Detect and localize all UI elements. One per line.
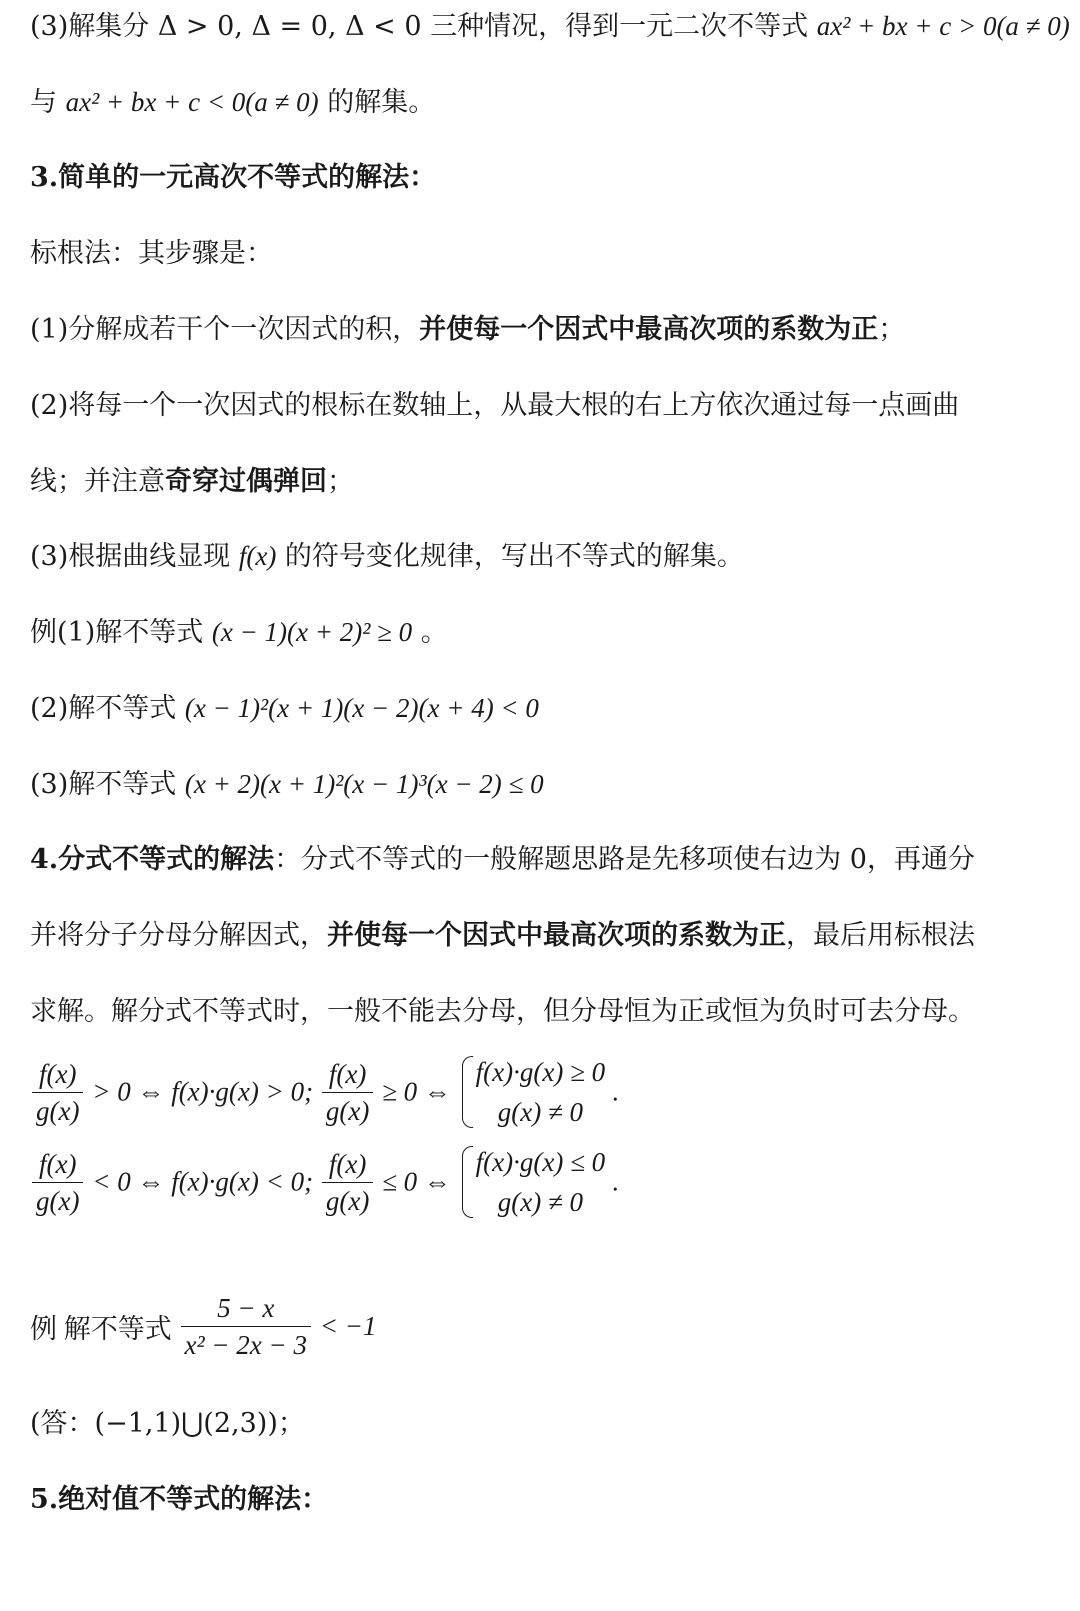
numerator: f(x) bbox=[322, 1146, 373, 1183]
text-segment: (1)分解成若干个一次因式的积， bbox=[30, 314, 420, 345]
text-segment: 例(1)解不等式 bbox=[30, 617, 204, 648]
numerator: 5 − x bbox=[181, 1290, 312, 1327]
denominator: x² − 2x − 3 bbox=[184, 1330, 308, 1360]
fraction-equivalence-1 bbox=[30, 1052, 619, 1132]
text-segment: ； bbox=[327, 466, 354, 497]
text-segment: ； bbox=[878, 314, 906, 345]
example-1-line bbox=[30, 614, 448, 651]
text-segment: (3)根据曲线显现 bbox=[30, 541, 231, 572]
fraction-f-over-g bbox=[322, 1056, 373, 1129]
step-1-line bbox=[30, 312, 905, 348]
step-2-line: (2)将每一个一次因式的根标在数轴上，从最大根的右上方依次通过每一点画曲 bbox=[30, 390, 960, 421]
text-segment: (3)解不等式 bbox=[30, 769, 177, 800]
text-segment: 与 bbox=[30, 87, 57, 118]
section-4-heading-line bbox=[30, 842, 975, 878]
text-segment: 并将分子分母分解因式， bbox=[30, 920, 327, 951]
math-inequality: ax² + bx + c < 0(a ≠ 0) bbox=[65, 87, 319, 117]
emphasis-text: 并使每一个因式中最高次项的系数为正 bbox=[419, 314, 879, 345]
text-segment: 。 bbox=[420, 617, 448, 648]
text-segment: (3)解集分 Δ > 0, Δ = 0, Δ < 0 三种情况，得到一元二次不等式 bbox=[30, 11, 809, 42]
case-condition: g(x) ≠ 0 bbox=[497, 1097, 584, 1127]
fraction-f-over-g bbox=[32, 1146, 83, 1219]
numerator: f(x) bbox=[32, 1146, 83, 1183]
period: . bbox=[611, 1166, 619, 1197]
text-segment: 的符号变化规律，写出不等式的解集。 bbox=[284, 541, 744, 572]
text-segment: 线；并注意 bbox=[30, 466, 165, 497]
solution-set-line-2 bbox=[30, 84, 435, 121]
math-inequality: (x − 1)(x + 2)² ≥ 0 bbox=[211, 617, 413, 647]
section-4-heading: 4.分式不等式的解法 bbox=[30, 844, 275, 875]
fraction-method-line-3: 求解。解分式不等式时，一般不能去分母，但分母恒为正或恒为负时可去分母。 bbox=[30, 996, 975, 1027]
example-fraction-inequality bbox=[30, 1290, 376, 1363]
case-condition: f(x)·g(x) ≤ 0 bbox=[475, 1147, 606, 1177]
section-3-heading: 3.简单的一元高次不等式的解法： bbox=[30, 162, 437, 193]
math-function: f(x) bbox=[238, 541, 277, 571]
example-2-line bbox=[30, 690, 539, 727]
text-segment: 例 解不等式 bbox=[30, 1314, 172, 1344]
emphasis-text: 奇穿过偶弹回 bbox=[165, 466, 327, 497]
root-marking-intro: 标根法：其步骤是： bbox=[30, 238, 273, 269]
numerator: f(x) bbox=[32, 1056, 83, 1093]
solution-set-cases-line bbox=[30, 8, 1070, 45]
math-inequality: ax² + bx + c > 0(a ≠ 0) bbox=[816, 11, 1070, 41]
case-condition: g(x) ≠ 0 bbox=[497, 1187, 584, 1217]
text-segment: ，最后用标根法 bbox=[786, 920, 975, 951]
case-system bbox=[458, 1142, 606, 1222]
denominator: g(x) bbox=[325, 1185, 370, 1216]
fraction-f-over-g bbox=[322, 1146, 373, 1219]
fraction-example bbox=[181, 1290, 312, 1363]
math-inequality: (x − 1)²(x + 1)(x − 2)(x + 4) < 0 bbox=[184, 693, 539, 723]
text-segment: ：分式不等式的一般解题思路是先移项使右边为 0，再通分 bbox=[274, 844, 975, 875]
example-3-line bbox=[30, 766, 544, 803]
equivalence-symbol: ≥ 0 ⇔ bbox=[382, 1076, 451, 1107]
case-condition: f(x)·g(x) ≥ 0 bbox=[475, 1057, 606, 1087]
emphasis-text: 并使每一个因式中最高次项的系数为正 bbox=[327, 920, 786, 951]
math-inequality: (x + 2)(x + 1)²(x − 1)³(x − 2) ≤ 0 bbox=[184, 769, 544, 799]
numerator: f(x) bbox=[322, 1056, 373, 1093]
answer-line: (答：(−1,1)⋃(2,3))； bbox=[30, 1408, 305, 1439]
fraction-method-line-2 bbox=[30, 918, 975, 954]
step-3-line bbox=[30, 538, 744, 575]
text-segment: (2)解不等式 bbox=[30, 693, 177, 724]
period: . bbox=[611, 1076, 619, 1107]
step-2-continuation bbox=[30, 464, 354, 500]
inequality-rhs: < −1 bbox=[319, 1311, 377, 1341]
denominator: g(x) bbox=[36, 1095, 80, 1126]
denominator: g(x) bbox=[36, 1185, 80, 1216]
fraction-equivalence-2 bbox=[30, 1142, 619, 1222]
text-segment: 的解集。 bbox=[327, 87, 436, 118]
equivalence-product: > 0 ⇔ f(x)·g(x) > 0; bbox=[92, 1076, 314, 1107]
equivalence-product: < 0 ⇔ f(x)·g(x) < 0; bbox=[92, 1166, 314, 1197]
case-system bbox=[458, 1052, 606, 1132]
section-5-heading: 5.绝对值不等式的解法： bbox=[30, 1484, 329, 1515]
equivalence-symbol: ≤ 0 ⇔ bbox=[382, 1166, 451, 1197]
fraction-f-over-g bbox=[32, 1056, 83, 1129]
denominator: g(x) bbox=[325, 1095, 370, 1126]
